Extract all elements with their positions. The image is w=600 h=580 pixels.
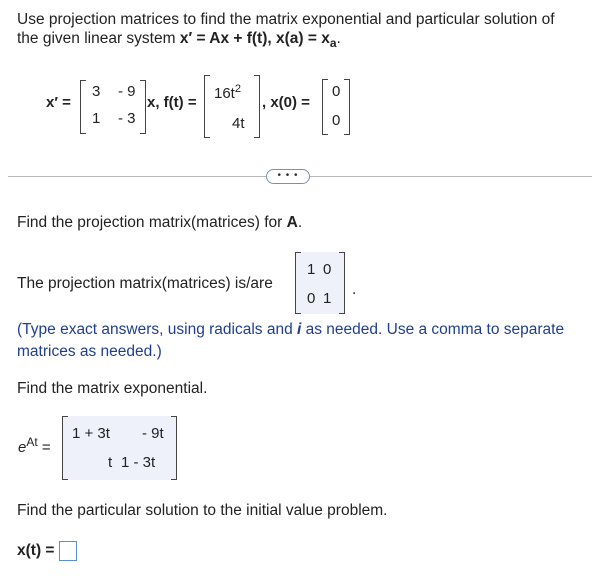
matrix-exponential-answer	[62, 416, 177, 480]
part1-answer-label: The projection matrix(matrices) is/are	[17, 275, 273, 292]
matrix-A-cell: - 3	[118, 110, 136, 127]
period: .	[336, 30, 341, 47]
exp-matrix-cell: - 9t	[142, 425, 164, 442]
particular-solution-label	[17, 541, 54, 561]
projection-matrix-cell: 1	[323, 290, 332, 307]
hint-line-2: matrices as needed.)	[17, 343, 162, 360]
projection-matrix-cell: 0	[307, 290, 316, 307]
show-more-button[interactable]: • • •	[266, 169, 310, 184]
vector-f-cell	[214, 83, 241, 102]
equals-sign: =	[41, 439, 51, 456]
xprime-label: x′ =	[46, 94, 71, 111]
hint-text: (Type exact answers, using radicals and	[17, 321, 297, 338]
x-f-text: x, f(t) =	[147, 94, 197, 111]
part2-prompt: Find the matrix exponential.	[17, 380, 208, 397]
x0-label: , x(0) =	[262, 94, 310, 111]
vector-x0	[322, 79, 350, 135]
part1-prompt	[17, 213, 302, 233]
matrix-A	[80, 80, 146, 134]
x-of-t-label: x(t) =	[17, 542, 55, 559]
matrix-exponential-label	[18, 435, 51, 456]
part1-prompt-A: A	[286, 214, 298, 231]
part3-prompt: Find the particular solution to the initial value problem.	[17, 502, 388, 519]
vector-f	[204, 75, 260, 138]
x-f-label	[147, 93, 197, 113]
matrix-A-cell: 3	[92, 83, 101, 100]
part1-answer-period: .	[352, 281, 357, 298]
period: .	[297, 214, 303, 231]
hint-line-1	[17, 320, 564, 340]
exp-matrix-cell: 1 + 3t	[72, 425, 110, 442]
question-line-1: Use projection matrices to find the matrix exponential and particular solution of	[17, 11, 555, 28]
projection-matrix-cell: 1	[307, 261, 316, 278]
matrix-A-cell: 1	[92, 110, 101, 127]
subscript-a: a	[329, 36, 337, 51]
exp-matrix-cell: 1 - 3t	[121, 454, 156, 471]
f-exponent: 2	[234, 83, 241, 95]
projection-matrix-cell: 0	[323, 261, 332, 278]
vector-x0-cell: 0	[332, 112, 341, 129]
e-symbol: e	[18, 439, 27, 456]
exponent-At: At	[26, 435, 38, 449]
hint-text-end: as needed. Use a comma to separate	[301, 321, 565, 338]
vector-f-cell: 4t	[232, 115, 245, 132]
question-line-2	[17, 29, 341, 53]
question-text: the given linear system	[17, 30, 180, 47]
matrix-A-cell: - 9	[118, 83, 136, 100]
particular-solution-input[interactable]	[59, 541, 77, 561]
part1-prompt-text: Find the projection matrix(matrices) for	[17, 214, 287, 231]
system-equation: x′ = Ax + f(t), x(a) = x	[179, 30, 330, 47]
projection-matrix-answer	[295, 252, 345, 314]
vector-x0-cell: 0	[332, 83, 341, 100]
f-first: 16t	[214, 85, 235, 102]
exp-matrix-cell: t	[108, 454, 113, 471]
hint-i: i	[297, 321, 302, 338]
